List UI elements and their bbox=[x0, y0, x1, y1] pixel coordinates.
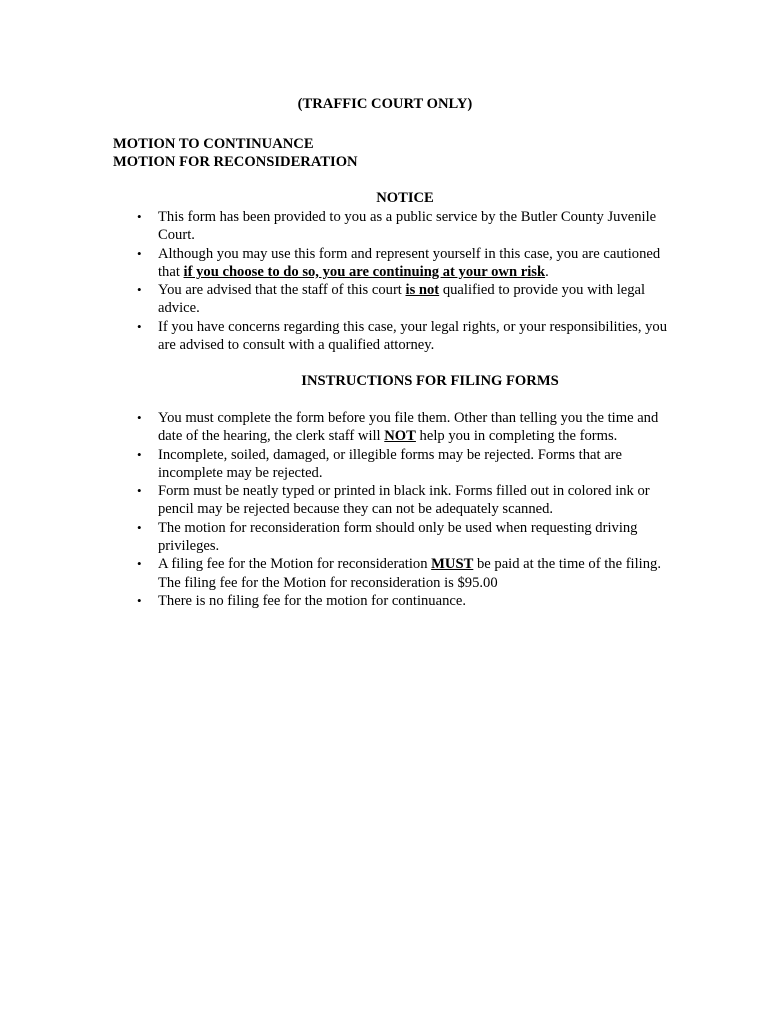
instruction-item-emphasis: NOT bbox=[384, 428, 416, 445]
instruction-item-text-end: be paid at the time of the filing. The filing fee for the Motion for reconsideration is $95.00 bbox=[158, 556, 661, 591]
notice-list bbox=[133, 208, 673, 354]
bullet-icon: • bbox=[137, 483, 142, 499]
bullet-icon: • bbox=[137, 410, 142, 425]
notice-item bbox=[133, 208, 673, 245]
instruction-item-text: You must complete the form before you file them. Other than telling you the time and date of the hearing, the clerk staff will bbox=[158, 410, 659, 445]
instruction-item bbox=[133, 482, 673, 519]
instruction-item-emphasis: MUST bbox=[431, 556, 474, 573]
instruction-item-text: Incomplete, soiled, damaged, or illegible forms may be rejected. Forms that are incomplete may be rejected. bbox=[158, 446, 623, 481]
notice-item-text-end: . bbox=[545, 263, 549, 280]
bullet-icon: • bbox=[137, 209, 142, 224]
bullet-icon: • bbox=[137, 592, 142, 608]
bullet-icon: • bbox=[137, 446, 142, 462]
notice-item bbox=[133, 245, 673, 282]
notice-item-text: If you have concerns regarding this case, your legal rights, or your responsibilities, you are advised to consult with a qualified attorney. bbox=[158, 318, 668, 354]
instruction-item bbox=[133, 409, 673, 446]
instruction-item-text: Form must be neatly typed or printed in black ink. Forms filled out in colored ink or pencil may be rejected because they can not be adequately scanned. bbox=[158, 483, 650, 518]
bullet-icon: • bbox=[137, 318, 142, 334]
bullet-icon: • bbox=[137, 556, 142, 572]
instruction-item-text-end: help you in completing the forms. bbox=[415, 428, 618, 445]
instructions-heading: INSTRUCTIONS FOR FILING FORMS bbox=[301, 373, 559, 389]
instructions-list bbox=[133, 409, 673, 610]
bullet-icon: • bbox=[137, 245, 142, 261]
notice-item-text: Although you may use this form and represent yourself in this case, you are cautioned that bbox=[158, 245, 661, 280]
notice-item-text: You are advised that the staff of this court bbox=[158, 282, 406, 299]
notice-heading: NOTICE bbox=[376, 190, 434, 206]
notice-item bbox=[133, 318, 673, 355]
motion-titles bbox=[113, 135, 358, 172]
instruction-item-text: There is no filing fee for the motion for continuance. bbox=[158, 592, 466, 609]
instruction-item bbox=[133, 519, 673, 556]
instruction-item-text: A filing fee for the Motion for reconsideration bbox=[158, 556, 432, 573]
notice-item bbox=[133, 281, 673, 318]
title-motion-reconsideration: MOTION FOR RECONSIDERATION bbox=[113, 154, 358, 171]
instruction-item bbox=[133, 555, 673, 592]
notice-item-text-end: qualified to provide you with legal advice. bbox=[158, 282, 646, 317]
instruction-item bbox=[133, 592, 673, 610]
notice-item-emphasis: if you choose to do so, you are continuing at your own risk bbox=[183, 263, 546, 280]
court-only-heading: (TRAFFIC COURT ONLY) bbox=[297, 96, 473, 112]
title-motion-continuance: MOTION TO CONTINUANCE bbox=[113, 136, 314, 152]
instruction-item-text: The motion for reconsideration form should only be used when requesting driving privileges. bbox=[158, 519, 638, 555]
notice-item-text: This form has been provided to you as a public service by the Butler County Juvenile Court. bbox=[158, 209, 657, 244]
notice-item-emphasis: is not bbox=[405, 282, 440, 299]
instruction-item bbox=[133, 446, 673, 483]
bullet-icon: • bbox=[137, 282, 142, 298]
bullet-icon: • bbox=[137, 519, 142, 535]
